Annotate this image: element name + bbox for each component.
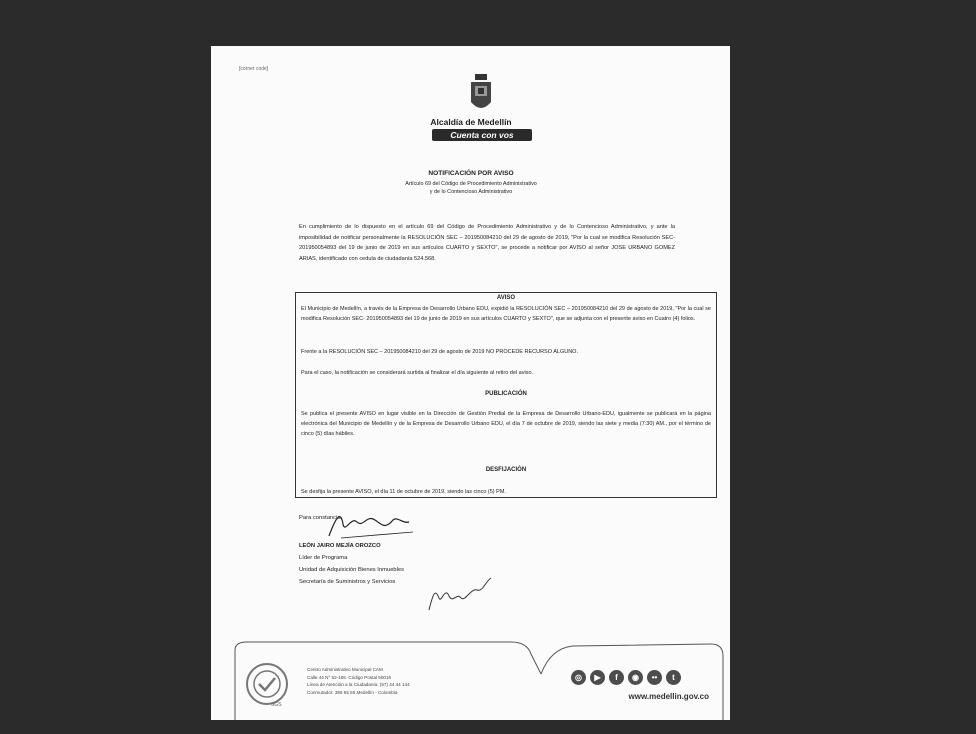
aviso-paragraph-5: Se desfija la presente AVISO, el día 11 de octubre de 2019, siendo las cinco (5) PM.: [301, 489, 506, 495]
aviso-heading: AVISO: [496, 295, 516, 301]
instagram-icon: ◉: [628, 670, 643, 685]
flickr-icon: ••: [647, 670, 662, 685]
certification-seal-icon: [245, 662, 289, 706]
desfijacion-heading: DESFIJACIÓN: [485, 467, 527, 473]
aviso-paragraph-3: Para el caso, la notificación se considerará surtida al finalizar el día siguiente al retiro del aviso.: [301, 370, 534, 376]
subtitle-line-1: Artículo 69 del Código de Procedimiento Administrativo: [405, 181, 537, 187]
coat-of-arms-icon: [469, 74, 493, 114]
address-line-1: Centro Administrativo Municipal CAM: [307, 667, 383, 672]
address-line-2: Calle 44 N° 52-165. Código Postal 50015: [307, 674, 392, 680]
brand-slogan: Cuenta con vos: [432, 129, 532, 141]
footer-address: [307, 666, 507, 696]
address-line-4: Conmutador: 385 55 55 Medellín - Colombia: [307, 689, 398, 695]
signer-role-3: Secretaría de Suministros y Servicios: [299, 579, 396, 585]
aviso-paragraph-2: Frente a la RESOLUCIÓN SEC – 201950084210 del 29 de agosto de 2019 NO PROCEDE RECURSO ALGUNO.: [301, 349, 578, 355]
youtube-icon: ▶: [590, 670, 605, 685]
aviso-paragraph-4: Se publica el presente AVISO en lugar visible en la Dirección de Gestión Predial de la Empresa de Desarrollo Urbano-EDU, igualmente se publicará en la página electrónica del Municipio de Medellín y de la Empresa de Desarrollo Urbano EDU, el día 7 de octubre de 2019, siendo las siete y media (7:30) AM., por el término de cinco (5) días hábiles.: [301, 411, 711, 437]
document-page: [211, 46, 730, 720]
facebook-icon: f: [609, 670, 624, 685]
corner-code: [corner code]: [239, 66, 269, 72]
seal-label: SGS: [271, 702, 282, 708]
intro-paragraph: En cumplimiento de lo dispuesto en el artículo 69 del Código de Procedimiento Administrativo y de lo Contencioso Administrativo, y ante la imposibilidad de notificar personalmente la RESOLUCIÓN SEC – 201950084210 del 29 de agosto de 2019, "Por la cual se modifica Resolución SEC- 201950054893 del 19 de junio de 2019 en sus artículos CUARTO y SEXTO", se procede a notificar por AVISO al señor JOSE URBANO GOMEZ ARIAS, identificado con cedula de ciudadanía 524.568.: [299, 224, 675, 262]
initials-scribble-icon: [425, 574, 495, 614]
aviso-box: [295, 292, 717, 498]
brand-name: Alcaldía de Medellín: [430, 117, 512, 127]
signer-role-1: Líder de Programa: [299, 555, 348, 561]
footer-website: www.medellin.gov.co: [628, 692, 709, 701]
document-title: NOTIFICACIÓN POR AVISO: [428, 170, 514, 177]
signer-role-2: Unidad de Adquisición Bienes Inmuebles: [299, 567, 405, 573]
address-line-3: Línea de Atención a la Ciudadanía: (57) 44 44 144: [307, 682, 410, 687]
publicacion-heading: PUBLICACIÓN: [485, 391, 527, 397]
twitter-icon: t: [666, 670, 681, 685]
document-subtitle: [331, 180, 611, 196]
aviso-paragraph-1: El Municipio de Medellín, a través de la Empresa de Desarrollo Urbano EDU, expidió la RESOLUCIÓN SEC – 201950084210 del 29 de agosto de 2019, "Por la cual se modifica Resolución SEC- 201950054893 del 19 de junio de 2019 en sus artículos CUARTO y SEXTO", que se adjunta con el presente aviso en Cuatro (4) folios.: [301, 306, 711, 322]
rss-icon: ◎: [571, 670, 586, 685]
subtitle-line-2: y de lo Contencioso Administrativo: [429, 189, 513, 195]
signer-name: LEÓN JAIRO MEJÍA OROZCO: [299, 543, 381, 549]
social-icons: [571, 670, 681, 686]
para-constancia: Para constancia,: [299, 515, 343, 521]
